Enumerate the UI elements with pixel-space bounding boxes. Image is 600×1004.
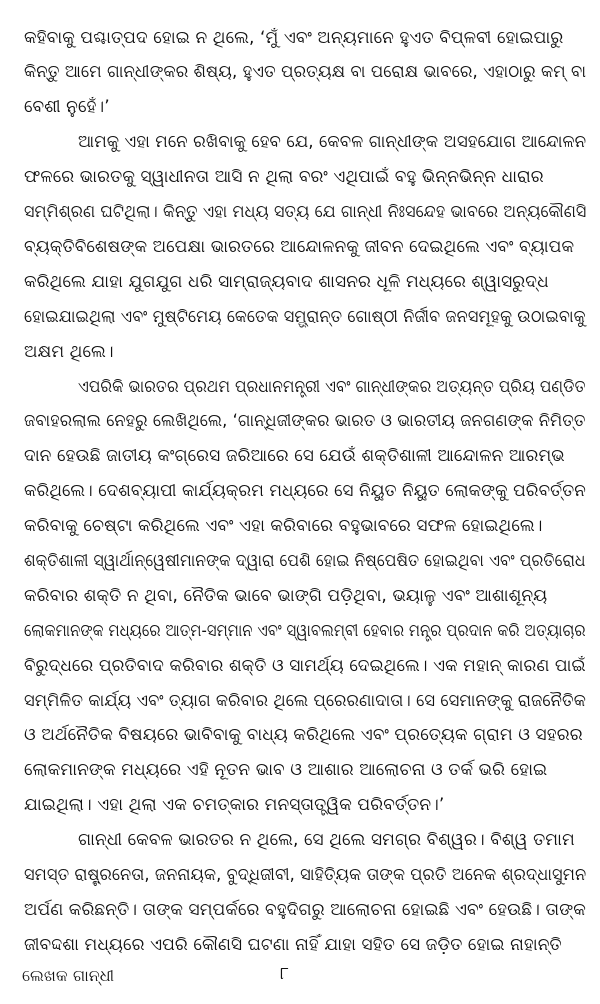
body-line: ହୋଇଯାଇଥିଲା ଏବଂ ମୁଷ୍ଟିମେୟ କେତେକ ସମ୍ଭ୍ରାନ୍ତ ଗୋଷ୍ଠୀ ନିର୍ଜୀବ ଜନସମୂହକୁ ଉଠାଇବାକୁ bbox=[24, 307, 586, 327]
body-line: ବେଶୀ ନୁହେଁ।’ bbox=[24, 97, 110, 117]
body-line: ଓ ଅର୍ଥନୈତିକ ବିଷୟରେ ଭାବିବାକୁ ବାଧ୍ୟ କରିଥିଲେ ଏବଂ ପ୍ରତ୍ୟେକ ଗ୍ରାମ ଓ ସହରର bbox=[24, 725, 583, 745]
body-line: କରିବାକୁ ଚେଷ୍ଟା କରିଥିଲେ ଏବଂ ଏହା କରିବାରେ ବହୁଭାବରେ ସଫଳ ହୋଇଥିଲେ। bbox=[24, 516, 543, 536]
body-line: କରିବାର ଶକ୍ତି ନ ଥିବା, ନୈତିକ ଭାବେ ଭାଙ୍ଗି ପଡ଼ିଥିବା, ଭୟାଳୁ ଏବଂ ଆଶାଶୂନ୍ୟ bbox=[24, 586, 548, 606]
body-line: ଜୀବଦ୍ଦଶା ମଧ୍ୟରେ ଏପରି କୌଣସି ଘଟଣା ନାହିଁ ଯାହା ସହିତ ସେ ଜଡ଼ିତ ହୋଇ ନାହାନ୍ତି bbox=[24, 935, 562, 955]
paragraph-first-line: ଆମକୁ ଏହା ମନେ ରଖିବାକୁ ହେବ ଯେ, କେବଳ ଗାନ୍ଧୀଙ୍କ ଅସହଯୋଗ ଆନ୍ଦୋଳନ bbox=[78, 132, 587, 152]
body-line: କହିବାକୁ ପଶ୍ଚାତ୍‌ପଦ ହୋଇ ନ ଥିଲେ, ‘ମୁଁ ଏବଂ ଅନ୍ୟମାନେ ହୁଏତ ବିପ୍ଳବୀ ହୋଇପାରୁ bbox=[24, 28, 564, 48]
body-line: ଯାଇଥିଲା। ଏହା ଥିଲା ଏକ ଚମତ୍କାର ମନସ୍ତାତ୍ତ୍ୱିକ ପରିବର୍ତ୍ତନ।’ bbox=[24, 795, 445, 815]
body-line: ବିରୁଦ୍ଧରେ ପ୍ରତିବାଦ କରିବାର ଶକ୍ତି ଓ ସାମର୍ଥ୍ୟ ଦେଇଥିଲେ। ଏକ ମହାନ୍ କାରଣ ପାଇଁ bbox=[24, 656, 586, 676]
body-line: ଲୋକମାନଙ୍କ ମଧ୍ୟରେ ଏହି ନୂତନ ଭାବ ଓ ଆଶାର ଆଲୋଚନା ଓ ତର୍କ ଭରି ହୋଇ bbox=[24, 760, 548, 780]
body-line: କରିଥିଲେ। ଦେଶବ୍ୟାପୀ କାର୍ଯ୍ୟକ୍ରମ ମଧ୍ୟରେ ସେ ନିୟୁତ ନିୟୁତ ଲୋକଙ୍କୁ ପରିବର୍ତ୍ତନ bbox=[24, 481, 586, 501]
paragraph-first-line: ଗାନ୍ଧୀ କେବଳ ଭାରତର ନ ଥିଲେ, ସେ ଥିଲେ ସମଗ୍ର ବିଶ୍ୱର। ବିଶ୍ୱ ତମାମ bbox=[78, 830, 575, 850]
body-line: ଶକ୍ତିଶାଳୀ ସ୍ୱାର୍ଥାନ୍ୱେଷୀମାନଙ୍କ ଦ୍ୱାରା ପେଶି ହୋଇ ନିଷ୍ପେଷିତ ହୋଇଥିବା ଏବଂ ପ୍ରତିରୋଧ bbox=[24, 551, 586, 571]
body-line: ବ୍ୟକ୍ତିବିଶେଷଙ୍କ ଅପେକ୍ଷା ଭାରତରେ ଆନ୍ଦୋଳନକୁ ଜୀବନ ଦେଇଥିଲେ ଏବଂ ବ୍ୟାପକ bbox=[24, 237, 575, 257]
paragraph-first-line: ଏପରିକି ଭାରତର ପ୍ରଥମ ପ୍ରଧାନମନ୍ତ୍ରୀ ଏବଂ ଗାନ୍ଧୀଙ୍କର ଅତ୍ୟନ୍ତ ପ୍ରିୟ ପଣ୍ଡିତ bbox=[78, 377, 586, 397]
body-line: ଫଳରେ ଭାରତକୁ ସ୍ୱାଧୀନତା ଆସି ନ ଥିଲା ବରଂ ଏଥିପାଇଁ ବହୁ ଭିନ୍ନଭିନ୍ନ ଧାରାର bbox=[24, 167, 544, 187]
body-line: ସମ୍ମିଳିତ କାର୍ଯ୍ୟ ଏବଂ ତ୍ୟାଗ କରିବାର ଥିଲେ ପ୍ରେରଣାଦାତା। ସେ ସେମାନଙ୍କୁ ରାଜନୈତିକ bbox=[24, 691, 586, 711]
body-line: କରିଥିଲେ ଯାହା ଯୁଗଯୁଗ ଧରି ସାମ୍ରାଜ୍ୟବାଦ ଶାସନର ଧୂଳି ମଧ୍ୟରେ ଶ୍ୱାସରୁଦ୍ଧ bbox=[24, 272, 549, 292]
body-line: ସମ୍ମିଶ୍ରଣ ଘଟିଥିଲା। କିନ୍ତୁ ଏହା ମଧ୍ୟ ସତ୍ୟ ଯେ ଗାନ୍ଧୀ ନିଃସନ୍ଦେହ ଭାବରେ ଅନ୍ୟକୌଣସି bbox=[24, 202, 587, 222]
body-line: କିନ୍ତୁ ଆମେ ଗାନ୍ଧୀଙ୍କର ଶିଷ୍ୟ, ହୁଏତ ପ୍ରତ୍ୟକ୍ଷ ବା ପରୋକ୍ଷ ଭାବରେ, ଏହାଠାରୁ କମ୍ ବା bbox=[24, 62, 587, 82]
body-line: ଅକ୍ଷମ ଥିଲେ। bbox=[24, 342, 114, 362]
body-line: ଜବାହରଲାଲ ନେହରୁ ଲେଖିଥିଲେ, ‘ଗାନ୍ଧିଜୀଙ୍କର ଭାରତ ଓ ଭାରତୀୟ ଜନଗଣଙ୍କ ନିମିତ୍ତ bbox=[24, 411, 586, 431]
body-line: ଅର୍ପଣ କରିଛନ୍ତି। ତାଙ୍କ ସମ୍ପର୍କରେ ବହୁଦିଗରୁ ଆଲୋଚନା ହୋଇଛି ଏବଂ ହେଉଛି। ତାଙ୍କ bbox=[24, 900, 586, 920]
body-line: ଦାନ ହେଉଛି ଜାତୀୟ କଂଗ୍ରେସ ଜରିଆରେ ସେ ଯେଉଁ ଶକ୍ତିଶାଳୀ ଆନ୍ଦୋଳନ ଆରମ୍ଭ bbox=[24, 446, 565, 466]
body-line: ଲୋକମାନଙ୍କ ମଧ୍ୟରେ ଆତ୍ମ-ସମ୍ମାନ ଏବଂ ସ୍ୱାବଲମ୍ବୀ ହେବାର ମନ୍ତ୍ର ପ୍ରଦାନ କରି ଅତ୍ୟାଚାର bbox=[24, 621, 586, 641]
body-line: ସମସ୍ତ ରାଷ୍ଟ୍ରନେତା, ଜନନାୟକ, ବୁଦ୍ଧିଜୀବୀ, ସାହିତ୍ୟିକ ତାଙ୍କ ପ୍ରତି ଅନେକ ଶ୍ରଦ୍ଧାସୁମନ bbox=[24, 865, 587, 885]
page-number: ୮ bbox=[280, 964, 289, 984]
running-title: ଲେଖକ ଗାନ୍ଧୀ bbox=[22, 966, 115, 985]
